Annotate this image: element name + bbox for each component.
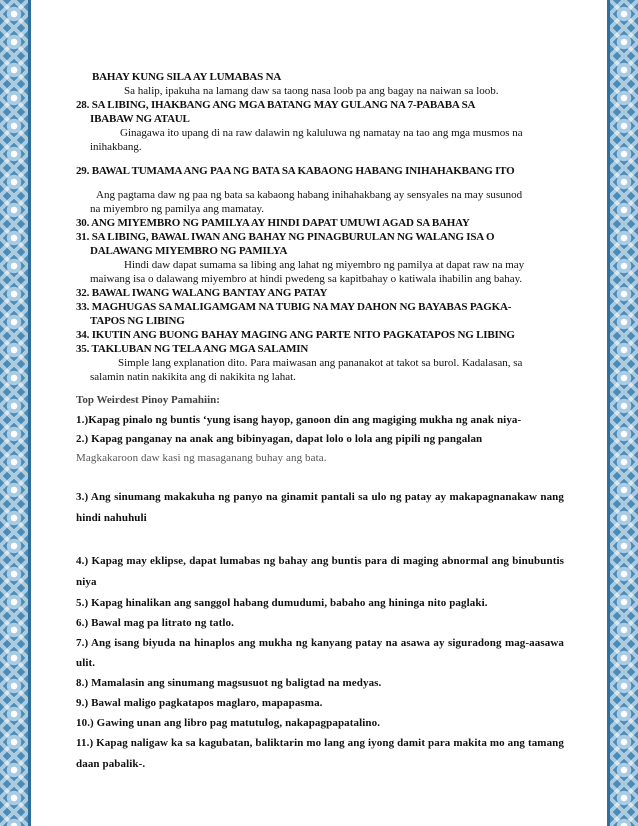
pamahiin-item: 7.) Ang isang biyuda na hinaplos ang mukha ng kanyang patay na asawa ay siguradong mag-aasawa ulit. [76, 637, 564, 669]
superstitions-list-part1 [76, 70, 562, 384]
item-29-desc: Ang pagtama daw ng paa ng bata sa kabaong habang inihahakbang ay sensyales na may susunod [96, 189, 523, 201]
item-29-desc-cont: na miyembro ng pamilya ang mamatay. [90, 203, 265, 215]
item-30-title: 30. ANG MIYEMBRO NG PAMILYA AY HINDI DAPAT UMUWI AGAD SA BAHAY [76, 217, 470, 229]
item-29-title: 29. BAWAL TUMAMA ANG PAA NG BATA SA KABAONG HABANG INIHAHAKBANG ITO [76, 165, 515, 177]
item-31-desc-cont: maiwang isa o dalawang miyembro at hindi pwedeng sa kapitbahay o katiwala ihabilin ang bahay. [90, 273, 523, 285]
item-31-title-cont: DALAWANG MIYEMBRO NG PAMILYA [90, 245, 288, 257]
item-33-title: 33. MAGHUGAS SA MALIGAMGAM NA TUBIG NA MAY DAHON NG BAYABAS PAGKA- [76, 301, 512, 313]
item-title-continued: BAHAY KUNG SILA AY LUMABAS NA [92, 71, 282, 83]
item-35-desc-cont: salamin natin nakikita ang di nakikita ng lahat. [90, 371, 296, 383]
pamahiin-item: 4.) Kapag may eklipse, dapat lumabas ng bahay ang buntis para di maging abnormal ang binubuntis niya [76, 555, 564, 588]
pamahiin-item: 8.) Mamalasin ang sinumang magsusuot ng baligtad na medyas. [76, 677, 382, 689]
item-33-title-cont: TAPOS NG LIBING [90, 315, 185, 327]
decorative-border-right [610, 0, 638, 826]
item-28-desc: Ginagawa ito upang di na raw dalawin ng kaluluwa ng namatay na tao ang mga musmos na [120, 127, 523, 139]
pamahiin-item-note: Magkakaroon daw kasi ng masaganang buhay ang bata. [76, 452, 327, 464]
item-31-desc: Hindi daw dapat sumama sa libing ang lahat ng miyembro ng pamilya at dapat raw na may [124, 259, 525, 271]
item-28-desc-cont: inihakbang. [90, 141, 142, 153]
pamahiin-item: 6.) Bawal mag pa litrato ng tatlo. [76, 617, 235, 629]
weirdest-pamahiin-section [76, 394, 564, 775]
section-heading: Top Weirdest Pinoy Pamahiin: [76, 394, 220, 406]
pamahiin-item: 10.) Gawing unan ang libro pag matutulog, nakapagpapatalino. [76, 717, 381, 729]
pamahiin-item: 2.) Kapag panganay na anak ang bibinyagan, dapat lolo o lola ang pipili ng pangalan [76, 433, 483, 445]
pamahiin-item: 11.) Kapag naligaw ka sa kagubatan, baliktarin mo lang ang iyong damit para makita mo ang tamang daan pabalik-. [76, 737, 564, 770]
pamahiin-item: 9.) Bawal maligo pagkatapos maglaro, mapapasma. [76, 697, 323, 709]
pamahiin-item: 1.)Kapag pinalo ng buntis ‘yung isang hayop, ganoon din ang magiging mukha ng anak niya- [76, 414, 522, 426]
decorative-border-left [0, 0, 28, 826]
item-34-title: 34. IKUTIN ANG BUONG BAHAY MAGING ANG PARTE NITO PAGKATAPOS NG LIBING [76, 329, 515, 341]
item-28-title-cont: IBABAW NG ATAUL [90, 113, 190, 125]
item-35-title: 35. TAKLUBAN NG TELA ANG MGA SALAMIN [76, 343, 309, 355]
item-description: Sa halip, ipakuha na lamang daw sa taong nasa loob pa ang bagay na naiwan sa loob. [124, 85, 499, 97]
item-31-title: 31. SA LIBING, BAWAL IWAN ANG BAHAY NG PINAGBURULAN NG WALANG ISA O [76, 231, 495, 243]
pamahiin-item: 3.) Ang sinumang makakuha ng panyo na ginamit pantali sa ulo ng patay ay makapagnanakaw nang hindi nahuhuli [76, 491, 564, 524]
item-32-title: 32. BAWAL IWANG WALANG BANTAY ANG PATAY [76, 287, 328, 299]
item-28-title: 28. SA LIBING, IHAKBANG ANG MGA BATANG MAY GULANG NA 7-PABABA SA [76, 99, 476, 111]
pamahiin-item: 5.) Kapag hinalikan ang sanggol habang dumudumi, babaho ang hininga nito paglaki. [76, 597, 488, 609]
item-35-desc: Simple lang explanation dito. Para maiwasan ang pananakot at takot sa burol. Kadalasan, sa [118, 357, 523, 369]
